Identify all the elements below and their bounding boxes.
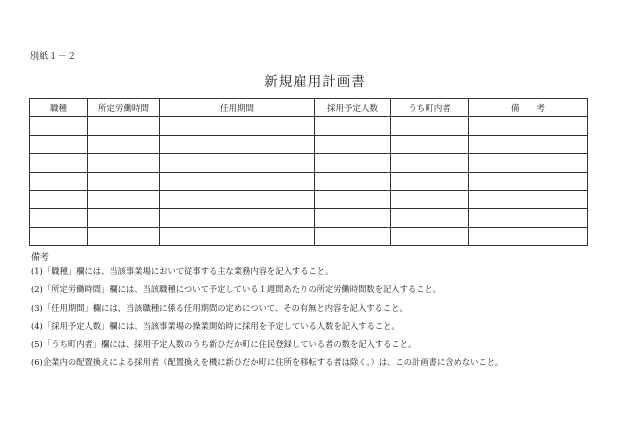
table-cell[interactable]	[88, 190, 160, 208]
note-number: (4)	[31, 320, 43, 331]
column-header-planned-hires: 採用予定人数	[315, 99, 391, 117]
column-header-working-hours: 所定労働時間	[88, 99, 160, 117]
table-cell[interactable]	[315, 154, 391, 172]
table-cell[interactable]	[88, 117, 160, 135]
table-row	[30, 135, 588, 153]
table-cell[interactable]	[315, 227, 391, 245]
table-cell[interactable]	[315, 209, 391, 227]
table-row	[30, 117, 588, 135]
column-header-remarks: 備 考	[469, 99, 588, 117]
table-cell[interactable]	[88, 209, 160, 227]
table-cell[interactable]	[160, 190, 315, 208]
table-cell[interactable]	[391, 227, 469, 245]
column-header-employment-period: 任用期間	[160, 99, 315, 117]
table-cell[interactable]	[469, 227, 588, 245]
table-cell[interactable]	[88, 227, 160, 245]
table-cell[interactable]	[469, 190, 588, 208]
table-cell[interactable]	[160, 117, 315, 135]
table-cell[interactable]	[30, 172, 88, 190]
table-cell[interactable]	[160, 172, 315, 190]
table-cell[interactable]	[88, 172, 160, 190]
table-cell[interactable]	[391, 209, 469, 227]
table-row	[30, 227, 588, 245]
table-row	[30, 190, 588, 208]
note-text: 「職種」欄には、当該事業場において従事する主な業務内容を記入すること。	[43, 266, 334, 276]
table-cell[interactable]	[30, 209, 88, 227]
table-cell[interactable]	[391, 154, 469, 172]
note-item	[31, 266, 503, 284]
table-header-row	[30, 99, 588, 117]
note-number: (2)	[31, 284, 43, 295]
note-number: (3)	[31, 302, 43, 313]
column-header-job-type: 職種	[30, 99, 88, 117]
note-item	[31, 321, 503, 339]
note-text: 「うち町内者」欄には、採用予定人数のうち新ひだか町に住民登録している者の数を記入すること。	[43, 339, 417, 350]
table-cell[interactable]	[469, 135, 588, 153]
note-number: (5)	[31, 339, 43, 350]
note-text: 「採用予定人数」欄には、当該事業場の操業開始時に採用を予定している人数を記入すること。	[43, 320, 400, 331]
table-cell[interactable]	[391, 135, 469, 153]
note-item	[31, 339, 503, 357]
table-row	[30, 154, 588, 172]
note-text: 「所定労働時間」欄には、当該職種について予定している１週間あたりの所定労働時間数を記入すること。	[43, 284, 442, 295]
table-cell[interactable]	[315, 117, 391, 135]
note-text: 企業内の配置換えによる採用者（配置換えを機に新ひだか町に住所を移転する者は除く。）は、この計画書に含めないこと。	[43, 357, 504, 368]
note-item	[31, 303, 503, 321]
table-cell[interactable]	[315, 135, 391, 153]
table-cell[interactable]	[315, 172, 391, 190]
note-item	[31, 284, 503, 302]
table-cell[interactable]	[160, 135, 315, 153]
column-header-local-residents: うち町内者	[391, 99, 469, 117]
table-cell[interactable]	[30, 117, 88, 135]
table-cell[interactable]	[391, 117, 469, 135]
table-cell[interactable]	[391, 172, 469, 190]
table-cell[interactable]	[30, 227, 88, 245]
notes-list	[31, 266, 503, 376]
note-item	[31, 357, 503, 375]
table-row	[30, 172, 588, 190]
table-cell[interactable]	[469, 209, 588, 227]
table-cell[interactable]	[30, 135, 88, 153]
note-number: (1)	[31, 266, 43, 276]
table-cell[interactable]	[30, 190, 88, 208]
table-cell[interactable]	[391, 190, 469, 208]
table-cell[interactable]	[160, 227, 315, 245]
notes-heading: 備考	[31, 253, 50, 263]
table-row	[30, 209, 588, 227]
document-title: 新規雇用計画書	[264, 74, 366, 90]
note-number: (6)	[31, 357, 43, 368]
hiring-plan-table	[29, 98, 588, 246]
table-cell[interactable]	[469, 117, 588, 135]
table-cell[interactable]	[469, 172, 588, 190]
table-cell[interactable]	[160, 154, 315, 172]
table-cell[interactable]	[160, 209, 315, 227]
table-cell[interactable]	[30, 154, 88, 172]
table-cell[interactable]	[88, 154, 160, 172]
note-text: 「任用期間」欄には、当該職種に係る任用期間の定めについて、その有無と内容を記入すること。	[43, 302, 408, 313]
table-cell[interactable]	[469, 154, 588, 172]
table-cell[interactable]	[315, 190, 391, 208]
attachment-label: 別紙１－２	[30, 52, 77, 62]
table-cell[interactable]	[88, 135, 160, 153]
